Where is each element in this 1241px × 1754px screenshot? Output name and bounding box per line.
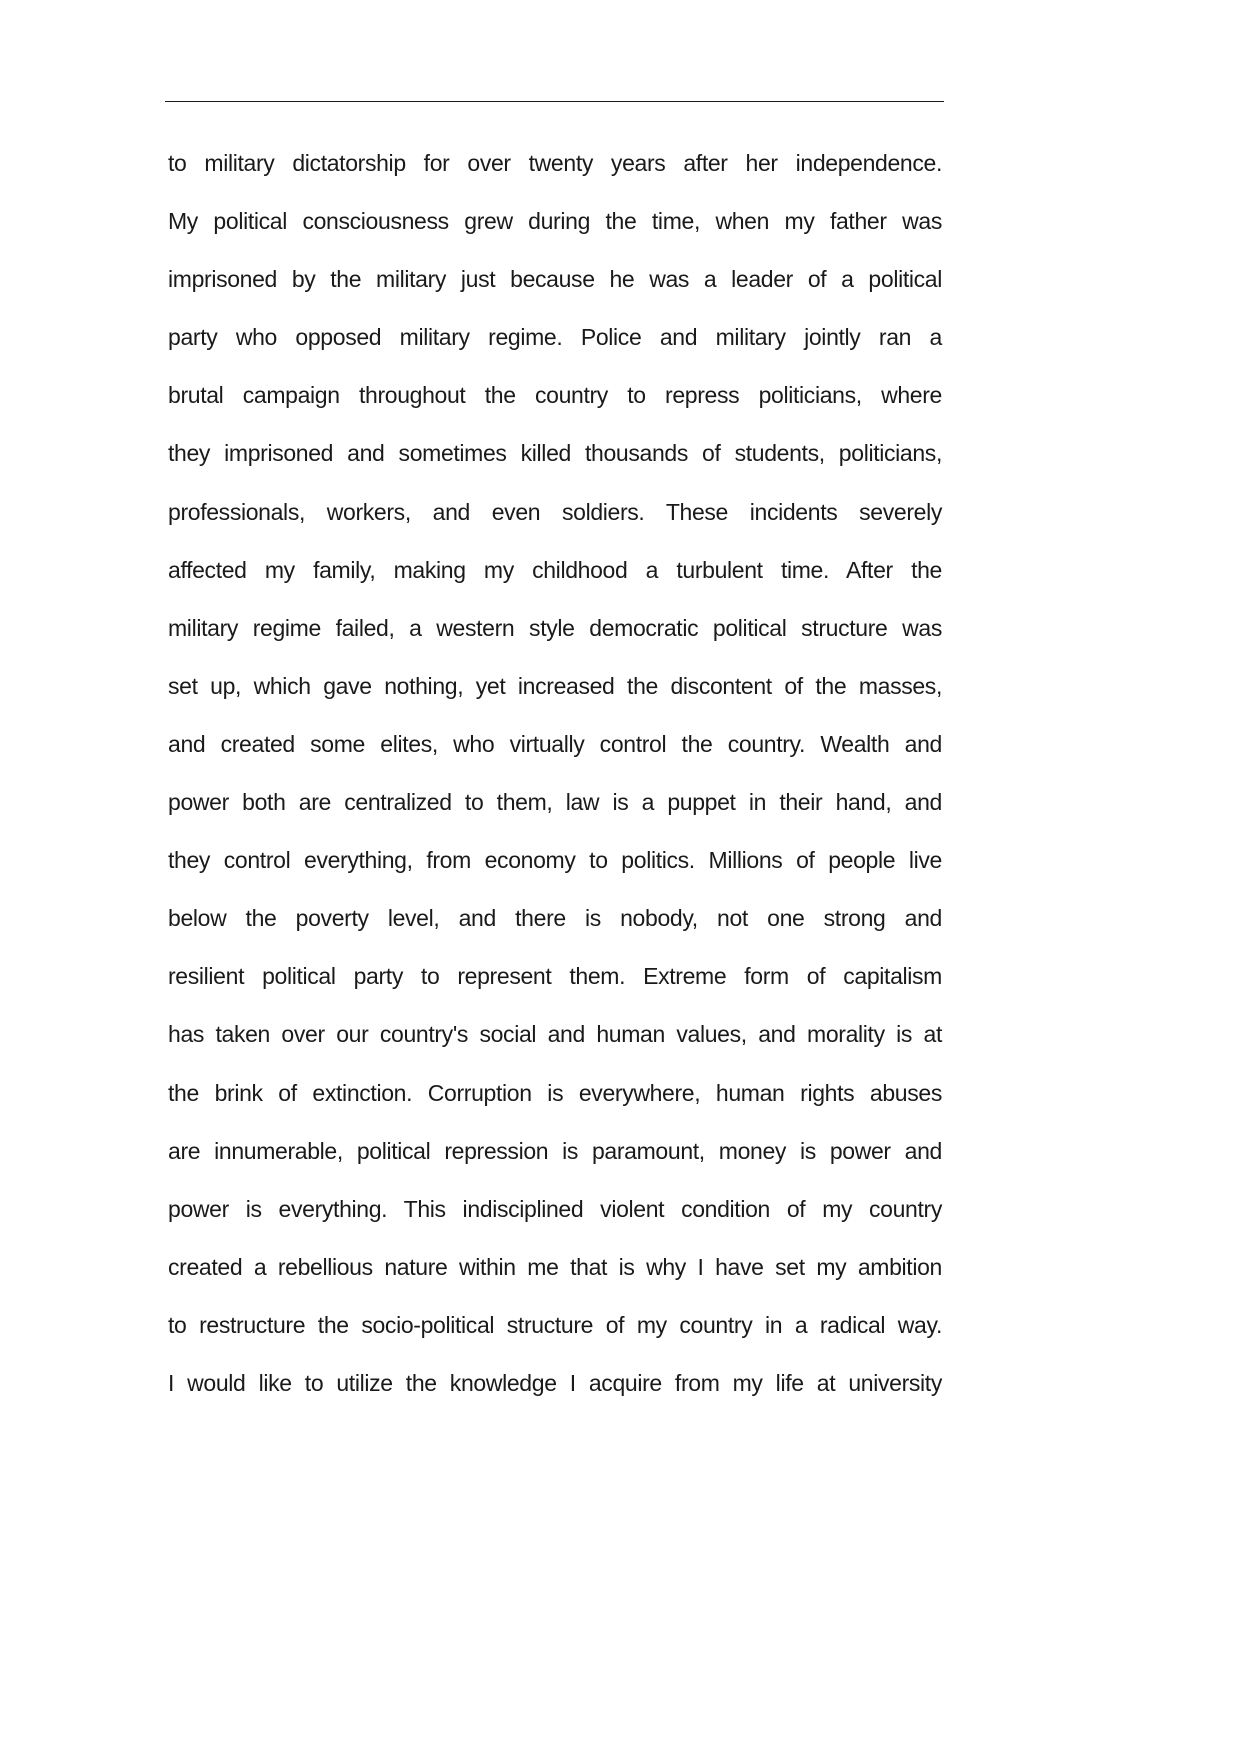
text-line: affected my family, making my childhood a turbulent time. After the	[168, 556, 942, 583]
text-line: military regime failed, a western style democratic political structure was	[168, 614, 942, 641]
text-line: power is everything. This indisciplined violent condition of my country	[168, 1195, 942, 1222]
text-line: are innumerable, political repression is paramount, money is power and	[168, 1137, 942, 1164]
text-line: set up, which gave nothing, yet increased the discontent of the masses,	[168, 672, 942, 699]
text-line: to restructure the socio-political structure of my country in a radical way.	[168, 1311, 942, 1338]
text-line: and created some elites, who virtually control the country. Wealth and	[168, 730, 942, 757]
text-line: they control everything, from economy to politics. Millions of people live	[168, 847, 942, 874]
text-line: My political consciousness grew during the time, when my father was	[168, 208, 942, 235]
text-line: created a rebellious nature within me that is why I have set my ambition	[168, 1253, 942, 1280]
text-line: party who opposed military regime. Police and military jointly ran a	[168, 324, 942, 351]
text-line: power both are centralized to them, law is a puppet in their hand, and	[168, 789, 942, 816]
header-divider	[165, 101, 944, 102]
text-line: I would like to utilize the knowledge I acquire from my life at university	[168, 1369, 942, 1396]
text-line: to military dictatorship for over twenty years after her independence.	[168, 150, 942, 176]
text-line: imprisoned by the military just because he was a leader of a political	[168, 266, 942, 293]
body-paragraph	[168, 145, 942, 1423]
text-line: brutal campaign throughout the country to repress politicians, where	[168, 382, 942, 409]
text-line: below the poverty level, and there is nobody, not one strong and	[168, 905, 942, 932]
text-line: they imprisoned and sometimes killed thousands of students, politicians,	[168, 440, 942, 467]
text-line: professionals, workers, and even soldiers. These incidents severely	[168, 498, 942, 525]
text-line: the brink of extinction. Corruption is everywhere, human rights abuses	[168, 1079, 942, 1106]
text-line: resilient political party to represent them. Extreme form of capitalism	[168, 963, 942, 990]
text-line: has taken over our country's social and human values, and morality is at	[168, 1021, 942, 1048]
